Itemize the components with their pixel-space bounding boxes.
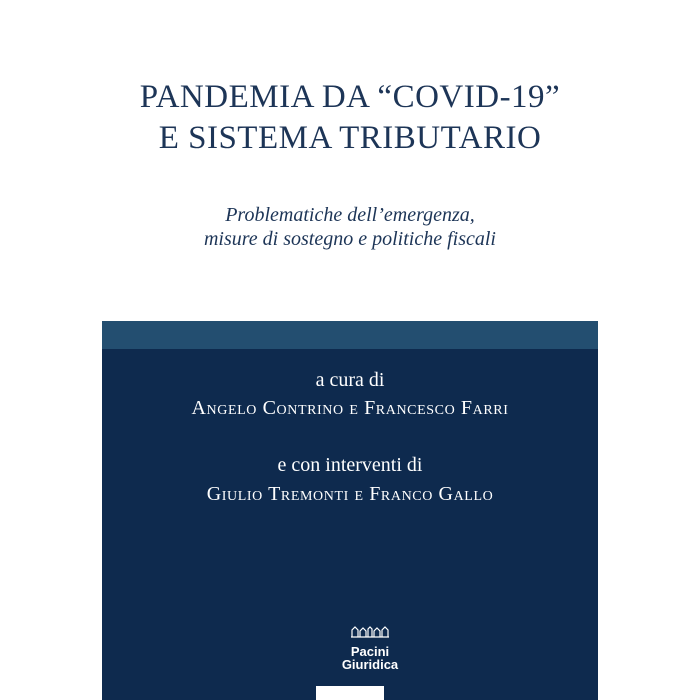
editors: Angelo Contrino e Francesco Farri [191, 397, 509, 419]
subtitle-line-2: misure di sostegno e politiche fiscali [203, 228, 496, 250]
curated-by-label: a cura di [315, 369, 385, 391]
pacini-logo-mark-icon [350, 626, 390, 638]
bottom-label-tab [316, 686, 384, 700]
subtitle-line-1: Problematiche dell’emergenza, [225, 204, 475, 226]
publisher-name [338, 645, 402, 671]
publisher-logo [338, 626, 402, 678]
title-line-1: PANDEMIA DA “COVID-19” [139, 79, 561, 115]
publisher-name-line-2: Giuridica [341, 657, 399, 672]
publisher-name-line-1: Pacini [350, 644, 390, 659]
book-cover [102, 0, 598, 700]
accent-stripe [102, 321, 598, 349]
contributors: Giulio Tremonti e Franco Gallo [206, 483, 494, 505]
title-line-2: E SISTEMA TRIBUTARIO [158, 120, 542, 156]
contributions-label: e con interventi di [277, 454, 423, 476]
